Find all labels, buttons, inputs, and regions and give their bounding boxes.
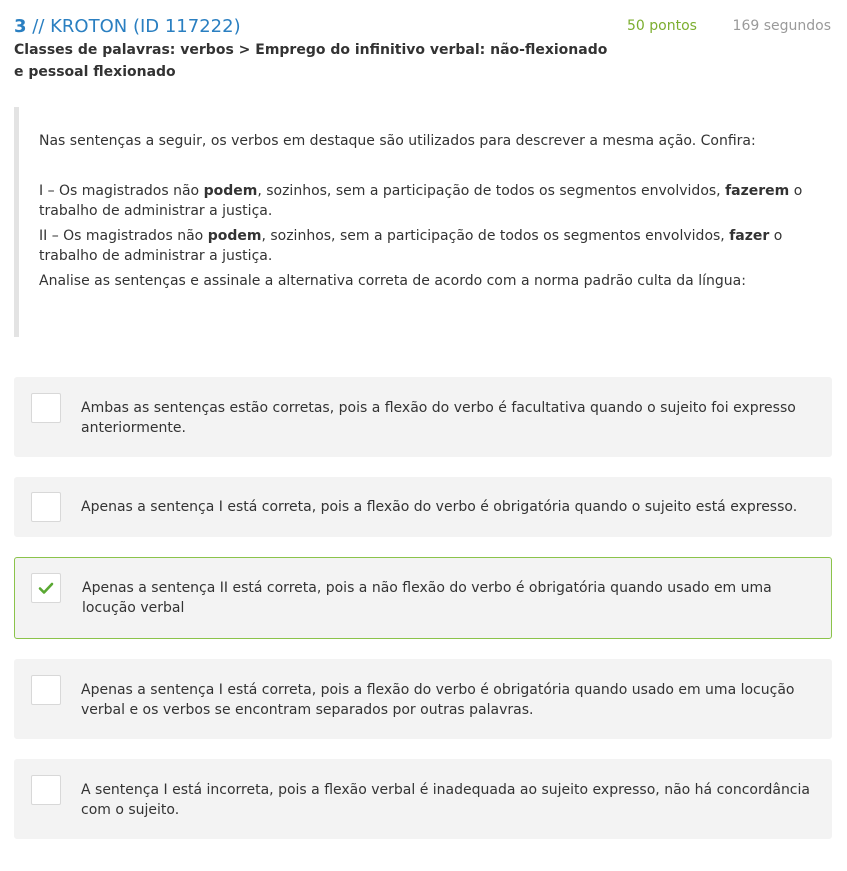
option-text: A sentença I está incorreta, pois a flexão verbal é inadequada ao sujeito expresso, não há concordância com o sujeito. bbox=[81, 782, 810, 818]
sentence-2-verb-2: fazer bbox=[729, 228, 770, 244]
question-breadcrumb: Classes de palavras: verbos > Emprego do infinitivo verbal: não-flexionado e pessoal flexionado bbox=[14, 42, 608, 80]
option-text: Apenas a sentença II está correta, pois a não flexão do verbo é obrigatória quando usado em uma locução verbal bbox=[82, 580, 772, 616]
sentence-1-text: I – Os magistrados não bbox=[39, 183, 204, 199]
option-text: Apenas a sentença I está correta, pois a flexão do verbo é obrigatória quando usado em uma locução verbal e os verbos se encontram separados por outras palavras. bbox=[81, 682, 795, 718]
question-source: KROTON (ID 117222) bbox=[50, 16, 241, 37]
sentence-1-text: o trabalho de administrar a justiça. bbox=[39, 183, 803, 219]
sentence-1-verb-2: fazerem bbox=[725, 183, 790, 199]
statement-intro: Nas sentenças a seguir, os verbos em destaque são utilizados para descrever a mesma ação. Confira: bbox=[39, 133, 756, 149]
option-checkbox[interactable] bbox=[31, 393, 61, 423]
answer-option-d[interactable] bbox=[14, 659, 832, 739]
question-title bbox=[14, 16, 241, 37]
question-header bbox=[0, 0, 847, 100]
answer-option-b[interactable] bbox=[14, 477, 832, 537]
title-separator: // bbox=[26, 16, 51, 37]
option-checkbox[interactable] bbox=[31, 775, 61, 805]
question-points: 50 pontos bbox=[627, 18, 697, 34]
option-checkbox[interactable] bbox=[31, 675, 61, 705]
checkmark-icon bbox=[38, 580, 54, 596]
question-number: 3 bbox=[14, 16, 27, 37]
sentence-2-verb-1: podem bbox=[207, 228, 262, 244]
sentence-1 bbox=[39, 181, 812, 221]
sentence-2-text: o trabalho de administrar a justiça. bbox=[39, 228, 783, 264]
option-checkbox[interactable] bbox=[31, 573, 61, 603]
answer-option-e[interactable] bbox=[14, 759, 832, 839]
question-time: 169 segundos bbox=[732, 18, 831, 34]
answer-option-c[interactable] bbox=[14, 557, 832, 639]
answer-option-a[interactable] bbox=[14, 377, 832, 457]
question-statement bbox=[14, 107, 832, 337]
sentence-2-text: , sozinhos, sem a participação de todos os segmentos envolvidos, bbox=[261, 228, 730, 244]
sentence-2 bbox=[39, 226, 812, 266]
option-text: Ambas as sentenças estão corretas, pois a flexão do verbo é facultativa quando o sujeito foi expresso anteriormente. bbox=[81, 400, 796, 436]
option-checkbox[interactable] bbox=[31, 492, 61, 522]
statement-instruction: Analise as sentenças e assinale a alternativa correta de acordo com a norma padrão culta da língua: bbox=[39, 273, 746, 289]
sentence-1-text: , sozinhos, sem a participação de todos os segmentos envolvidos, bbox=[257, 183, 726, 199]
option-text: Apenas a sentença I está correta, pois a flexão do verbo é obrigatória quando o sujeito está expresso. bbox=[81, 499, 798, 515]
sentence-2-text: II – Os magistrados não bbox=[39, 228, 208, 244]
sentence-1-verb-1: podem bbox=[203, 183, 258, 199]
